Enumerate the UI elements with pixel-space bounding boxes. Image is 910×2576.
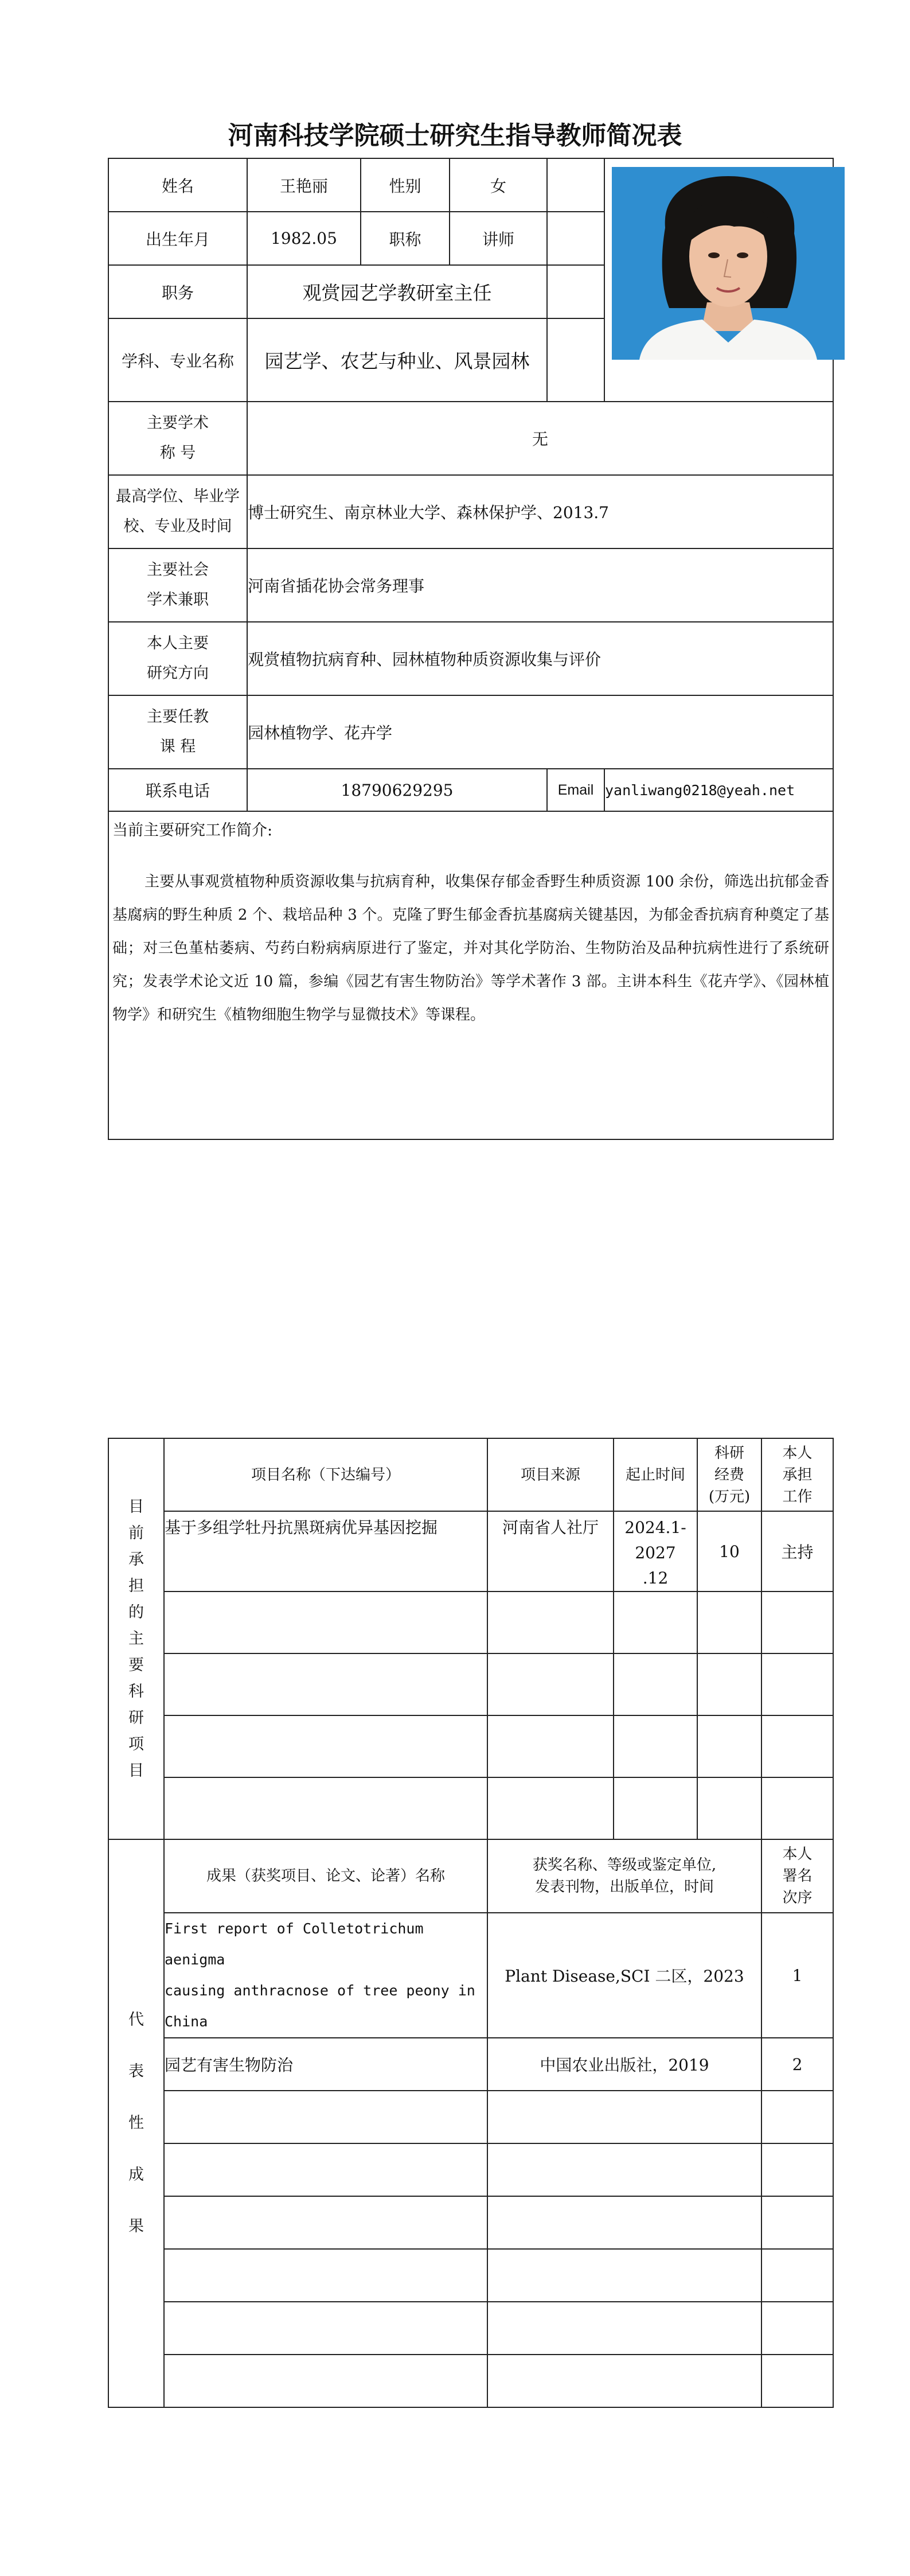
direction-label [108, 622, 247, 695]
project-period [614, 1511, 697, 1591]
spacer-cell [547, 318, 604, 402]
side-char: 项 [128, 1735, 144, 1753]
spacer-cell [547, 212, 604, 265]
rank-label: 职称 [361, 212, 450, 265]
achievement-venue [487, 2143, 761, 2196]
achievement-name-line: causing anthracnose of tree peony in China [165, 1982, 475, 2030]
achievement-name-header: 成果（获奖项目、论文、论著）名称 [164, 1839, 487, 1913]
achievement-order [761, 2196, 833, 2249]
name-value: 王艳丽 [247, 158, 361, 212]
project-name [164, 1591, 487, 1653]
table-row [108, 2355, 833, 2407]
gender-value: 女 [450, 158, 547, 212]
courses-value: 园林植物学、花卉学 [247, 695, 833, 769]
achievement-venue [487, 2091, 761, 2143]
period-line: .12 [642, 1569, 669, 1587]
table-row [108, 2038, 833, 2091]
titles-label [108, 402, 247, 475]
side-char: 目 [128, 1761, 144, 1780]
post-value: 观赏园艺学教研室主任 [247, 265, 547, 318]
degree-label [108, 475, 247, 548]
titles-label-line: 主要学术 [147, 414, 209, 432]
header-line: 科研 [714, 1444, 744, 1462]
table-row [108, 2249, 833, 2302]
side-char: 成 [128, 2166, 144, 2184]
achievement-name-line: First report of Colletotrichum aenigma [165, 1920, 424, 1968]
project-funding [697, 1591, 761, 1653]
project-funding: 10 [697, 1511, 761, 1591]
header-line: 次序 [782, 1889, 813, 1906]
header-line: 发表刊物，出版单位，时间 [534, 1878, 714, 1896]
social-value: 河南省插花协会常务理事 [247, 548, 833, 622]
project-role [761, 1777, 833, 1839]
achievement-name [164, 2302, 487, 2355]
courses-label-line: 课 程 [159, 738, 196, 756]
achievement-order [761, 2249, 833, 2302]
side-char: 研 [128, 1709, 144, 1727]
period-line: 2024.1-2027 [624, 1518, 686, 1562]
table-row [108, 2143, 833, 2196]
table-row [108, 1511, 833, 1591]
direction-label-line: 本人主要 [147, 635, 209, 652]
table-row [108, 1715, 833, 1777]
phone-label: 联系电话 [108, 769, 247, 811]
project-source [487, 1777, 614, 1839]
discipline-value: 园艺学、农艺与种业、风景园林 [247, 318, 547, 402]
page-title: 河南科技学院硕士研究生指导教师简况表 [228, 121, 682, 150]
side-char: 果 [128, 2217, 144, 2235]
achievement-order [761, 2355, 833, 2407]
table-row [108, 1591, 833, 1653]
titles-label-line: 称 号 [159, 444, 196, 462]
project-role-header [761, 1438, 833, 1511]
header-line: 本人 [782, 1444, 813, 1462]
achievement-venue: 中国农业出版社，2019 [487, 2038, 761, 2091]
side-char: 科 [128, 1682, 144, 1701]
degree-label-line: 校、专业及时间 [123, 517, 232, 535]
project-role [761, 1591, 833, 1653]
direction-value: 观赏植物抗病育种、园林植物种质资源收集与评价 [247, 622, 833, 695]
project-period [614, 1591, 697, 1653]
degree-label-line: 最高学位、毕业学 [116, 488, 240, 505]
project-name [164, 1653, 487, 1715]
achievement-order-header [761, 1839, 833, 1913]
courses-label-line: 主要任教 [147, 708, 209, 726]
birth-value: 1982.05 [247, 212, 361, 265]
side-char: 代 [128, 2011, 144, 2029]
direction-label-line: 研究方向 [147, 664, 209, 682]
achievement-order: 1 [761, 1913, 833, 2038]
table-row [108, 2302, 833, 2355]
email-label: Email [547, 769, 604, 811]
name-label: 姓名 [108, 158, 247, 212]
project-funding [697, 1777, 761, 1839]
side-char: 表 [128, 2063, 144, 2080]
achievement-order: 2 [761, 2038, 833, 2091]
table-row [108, 2091, 833, 2143]
project-source: 河南省人社厅 [487, 1511, 614, 1591]
achievement-order [761, 2143, 833, 2196]
project-name [164, 1715, 487, 1777]
table-row [108, 1777, 833, 1839]
project-funding-header [697, 1438, 761, 1511]
project-source [487, 1715, 614, 1777]
project-funding [697, 1715, 761, 1777]
side-char: 担 [128, 1577, 144, 1595]
intro-label: 当前主要研究工作简介: [112, 822, 273, 839]
project-period-header: 起止时间 [614, 1438, 697, 1511]
header-line: 承担 [782, 1466, 813, 1484]
photo-cell [604, 158, 833, 402]
project-period [614, 1653, 697, 1715]
projects-side-label [108, 1438, 164, 1839]
header-line: 获奖名称、等级或鉴定单位, [532, 1857, 717, 1874]
profile-table [108, 158, 834, 1140]
header-line: 工作 [782, 1488, 813, 1505]
side-char: 的 [128, 1603, 144, 1621]
project-source [487, 1653, 614, 1715]
project-role [761, 1653, 833, 1715]
email-value: yanliwang0218@yeah.net [604, 769, 833, 811]
table-row [108, 1913, 833, 2038]
project-source [487, 1591, 614, 1653]
achievement-venue [487, 2355, 761, 2407]
achievement-name [164, 1913, 487, 2038]
table-row [108, 1653, 833, 1715]
post-label: 职务 [108, 265, 247, 318]
achievement-name [164, 2249, 487, 2302]
achievement-name [164, 2196, 487, 2249]
achievement-name: 园艺有害生物防治 [164, 2038, 487, 2091]
header-line: 署名 [782, 1867, 813, 1885]
table-row [108, 2196, 833, 2249]
intro-cell [108, 811, 833, 1139]
side-char: 承 [128, 1550, 144, 1569]
project-name-header: 项目名称（下达编号） [164, 1438, 487, 1511]
birth-label: 出生年月 [108, 212, 247, 265]
project-funding [697, 1653, 761, 1715]
header-line: (万元) [708, 1488, 751, 1505]
achievement-name [164, 2143, 487, 2196]
achievement-venue [487, 2249, 761, 2302]
discipline-label: 学科、专业名称 [108, 318, 247, 402]
spacer-cell [547, 158, 604, 212]
project-source-header: 项目来源 [487, 1438, 614, 1511]
side-char: 主 [128, 1629, 144, 1648]
achievement-name [164, 2091, 487, 2143]
achievement-venue-header [487, 1839, 761, 1913]
achievement-venue: Plant Disease,SCI 二区，2023 [487, 1913, 761, 2038]
project-role [761, 1715, 833, 1777]
side-char: 前 [128, 1524, 144, 1542]
side-char: 性 [128, 2114, 144, 2132]
project-period [614, 1777, 697, 1839]
achievement-name [164, 2355, 487, 2407]
spacer-cell [547, 265, 604, 318]
side-char: 目 [128, 1497, 144, 1516]
titles-value: 无 [247, 402, 833, 475]
degree-value: 博士研究生、南京林业大学、森林保护学、2013.7 [247, 475, 833, 548]
rank-value: 讲师 [450, 212, 547, 265]
research-table [108, 1438, 834, 2408]
achievement-venue [487, 2196, 761, 2249]
intro-text: 主要从事观赏植物种质资源收集与抗病育种，收集保存郁金香野生种质资源 100 余份，筛选出抗郁金香基腐病的野生种质 2 个、栽培品种 3 个。克隆了野生郁金香抗基腐病关键基因，为郁金香抗病育种奠定了基础；对三色堇枯萎病、芍药白粉病病原进行了鉴定，并对其化学防治、生物防治及品种抗病性进行了系统研究；发表学术论文近 10 篇，参编《园艺有害生物防治》等学术著作 3 部。主讲本科生《花卉学》、《园林植物学》和研究生《植物细胞生物学与显微技术》等课程。 [112, 873, 829, 1024]
project-name [164, 1777, 487, 1839]
phone-value: 18790629295 [247, 769, 547, 811]
project-name: 基于多组学牡丹抗黑斑病优异基因挖掘 [164, 1511, 487, 1591]
achievements-side-label [108, 1839, 164, 2407]
social-label [108, 548, 247, 622]
social-label-line: 学术兼职 [147, 591, 209, 609]
project-role: 主持 [761, 1511, 833, 1591]
social-label-line: 主要社会 [147, 561, 209, 579]
achievement-order [761, 2302, 833, 2355]
gender-label: 性别 [361, 158, 450, 212]
project-period [614, 1715, 697, 1777]
header-line: 经费 [714, 1466, 744, 1484]
header-line: 本人 [782, 1846, 813, 1863]
courses-label [108, 695, 247, 769]
portrait-photo [605, 159, 852, 360]
side-char: 要 [128, 1656, 144, 1674]
achievement-venue [487, 2302, 761, 2355]
achievement-order [761, 2091, 833, 2143]
